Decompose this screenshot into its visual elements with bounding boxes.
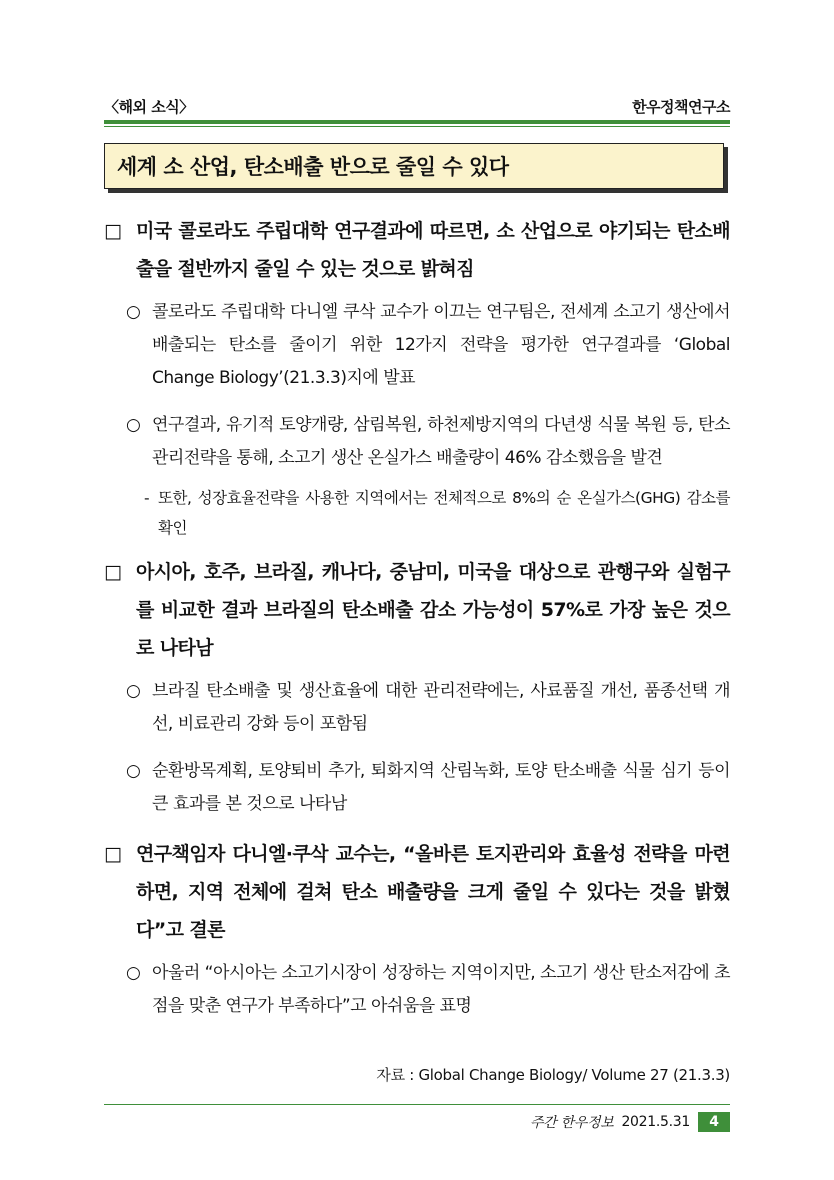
page-number: 4 <box>698 1112 730 1132</box>
main-point <box>104 835 730 949</box>
detail-point-text: 또한, 성장효율전략을 사용한 지역에서는 전체적으로 8%의 순 온실가스(GHG) 감소를 확인 <box>158 489 730 537</box>
square-bullet: □ <box>104 561 122 583</box>
publication-date: 2021.5.31 <box>621 1114 690 1130</box>
detail-point <box>104 483 730 543</box>
footer-rule <box>104 1104 730 1105</box>
page-header <box>104 96 730 117</box>
source-citation: 자료 : Global Change Biology/ Volume 27 (21.3.3) <box>376 1066 730 1084</box>
sub-point-text: 콜로라도 주립대학 다니엘 쿠삭 교수가 이끄는 연구팀은, 전세계 소고기 생산에서 배출되는 탄소를 줄이기 위한 12가지 전략을 평가한 연구결과를 ‘Global Change Biology’(21.3.3)지에 발표 <box>152 302 730 388</box>
sub-point-text: 브라질 탄소배출 및 생산효율에 대한 관리전략에는, 사료품질 개선, 품종선택 개선, 비료관리 강화 등이 포함됨 <box>152 681 730 734</box>
sub-point-text: 아울러 “아시아는 소고기시장이 성장하는 지역이지만, 소고기 생산 탄소저감에 초점을 맞춘 연구가 부족하다”고 아쉬움을 표명 <box>152 963 730 1016</box>
header-rule-thin <box>104 126 730 127</box>
main-point-text: 아시아, 호주, 브라질, 캐나다, 중남미, 미국을 대상으로 관행구와 실험구를 비교한 결과 브라질의 탄소배출 감소 가능성이 57%로 가장 높은 것으로 나타남 <box>136 561 730 659</box>
square-bullet: □ <box>104 220 122 242</box>
sub-point-text: 연구결과, 유기적 토양개량, 삼림복원, 하천제방지역의 다년생 식물 복원 등, 탄소 관리전략을 통해, 소고기 생산 온실가스 배출량이 46% 감소했음을 발견 <box>152 415 730 468</box>
dash-bullet: - <box>144 489 150 507</box>
circle-bullet: ○ <box>126 761 141 781</box>
circle-bullet: ○ <box>126 302 141 322</box>
section-label: 〈해외 소식〉 <box>104 98 194 116</box>
main-point-text: 미국 콜로라도 주립대학 연구결과에 따르면, 소 산업으로 야기되는 탄소배출을 절반까지 줄일 수 있는 것으로 밝혀짐 <box>136 220 730 280</box>
article-body <box>104 212 730 1037</box>
main-point <box>104 553 730 667</box>
sub-point <box>104 409 730 475</box>
sub-point <box>104 957 730 1023</box>
sub-point <box>104 296 730 395</box>
main-point-text: 연구책임자 다니엘·쿠삭 교수는, “올바른 토지관리와 효율성 전략을 마련하면, 지역 전체에 걸쳐 탄소 배출량을 크게 줄일 수 있다는 것을 밝혔다”고 결론 <box>136 843 730 941</box>
page-footer <box>530 1112 730 1132</box>
sub-point <box>104 675 730 741</box>
article-title-box <box>104 143 724 189</box>
organization-name: 한우정책연구소 <box>632 98 730 116</box>
main-point <box>104 212 730 288</box>
circle-bullet: ○ <box>126 415 141 435</box>
publication-name: 주간 한우정보 <box>529 1115 614 1131</box>
circle-bullet: ○ <box>126 681 141 701</box>
sub-point-text: 순환방목계획, 토양퇴비 추가, 퇴화지역 산림녹화, 토양 탄소배출 식물 심기 등이 큰 효과를 본 것으로 나타남 <box>152 761 730 814</box>
square-bullet: □ <box>104 843 122 865</box>
article-title: 세계 소 산업, 탄소배출 반으로 줄일 수 있다 <box>117 155 509 179</box>
circle-bullet: ○ <box>126 963 141 983</box>
sub-point <box>104 755 730 821</box>
header-rule-thick <box>104 120 730 124</box>
